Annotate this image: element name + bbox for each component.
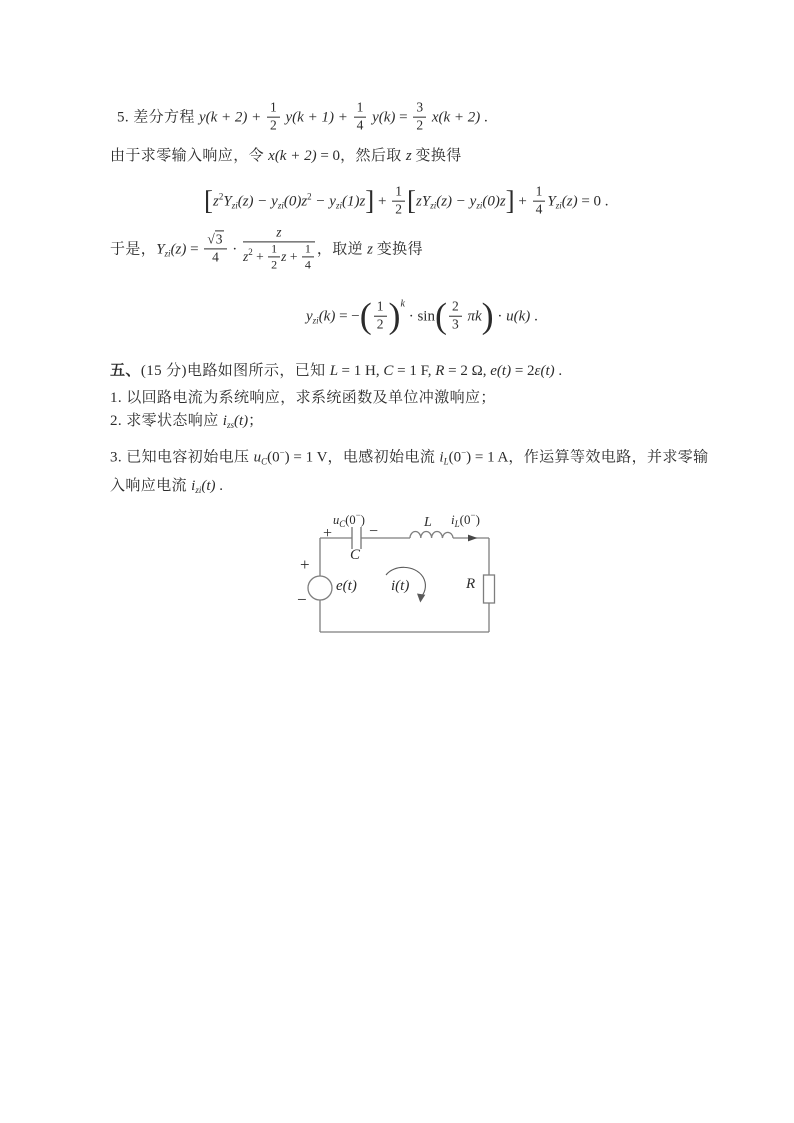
capacitor-minus-sign: −	[369, 523, 379, 540]
zero-input-condition-line: 由于求零输入响应，令 x(k + 2) = 0，然后取 z 变换得	[110, 148, 462, 164]
inductor-current-arrowhead	[468, 535, 478, 542]
inductor-current-label: $i_L(0^-)$	[451, 510, 480, 529]
resistor-name-label: R	[466, 576, 476, 592]
item-1: 1. 以回路电流为系统响应，求系统函数及单位冲激响应；	[110, 390, 496, 406]
capacitor-plus-sign: +	[323, 525, 333, 542]
equation-z-transform: $[z^2Y_{zi}(z) - y_{zi}(0)z^2 - y_{zi}(1)z]$ + $\frac{1}{2}$ $[zY_{zi}(z) - y_{zi}(0)z]$ + $\frac{1}{4}$ $Y_{zi}(z) = 0$ .	[204, 183, 609, 217]
section5-heading: 五、(15 分)电路如图所示，已知 L = 1 H, C = 1 F, R = 2 Ω, e(t) = 2ε(t) .	[110, 363, 563, 379]
capacitor-name-label: C	[350, 547, 361, 563]
problem5-difference-equation-line: 5. 差分方程 y(k + 2) + $\frac{1}{2}$ y(k + 1) + $\frac{1}{4}$ y(k) = $\frac{3}{2}$ x(k + 2) .	[117, 99, 488, 133]
voltage-source	[308, 576, 332, 600]
inductor	[410, 532, 453, 539]
capacitor-voltage-label: $u_C(0^-)$	[333, 510, 365, 529]
capacitor	[352, 527, 361, 549]
source-label: e(t)	[336, 578, 357, 594]
resistor	[484, 575, 495, 603]
equation-yzi-k: $y_{zi}(k)$ = −( $\frac{1}{2}$ )$^k$ · sin( $\frac{2}{3}$ πk) · u(k) .	[306, 295, 538, 336]
item-3: 3. 已知电容初始电压 $u_C(0^-) = 1$ V，电感初始电流 $i_L(0^-) = 1$ A，作运算等效电路，并求零输	[110, 447, 709, 467]
source-minus-sign: −	[297, 590, 307, 609]
loop-current-label: i(t)	[391, 578, 410, 594]
item-2: 2. 求零状态响应 $i_{zs}(t)$；	[110, 413, 264, 430]
loop-arrowhead	[417, 594, 425, 603]
item-3-continuation: 入响应电流 $i_{zi}(t)$ .	[110, 478, 224, 495]
thus-yzi-z-line: 于是，$Y_{zi}(z)$ = $\frac{√3}{4}$ · z $z^2$ + $\frac{1}{2}$ z + $\frac{1}{4}$ ，取逆 z 变换得	[110, 224, 423, 272]
inductor-name-label: L	[424, 515, 432, 530]
source-plus-sign: +	[300, 555, 310, 574]
